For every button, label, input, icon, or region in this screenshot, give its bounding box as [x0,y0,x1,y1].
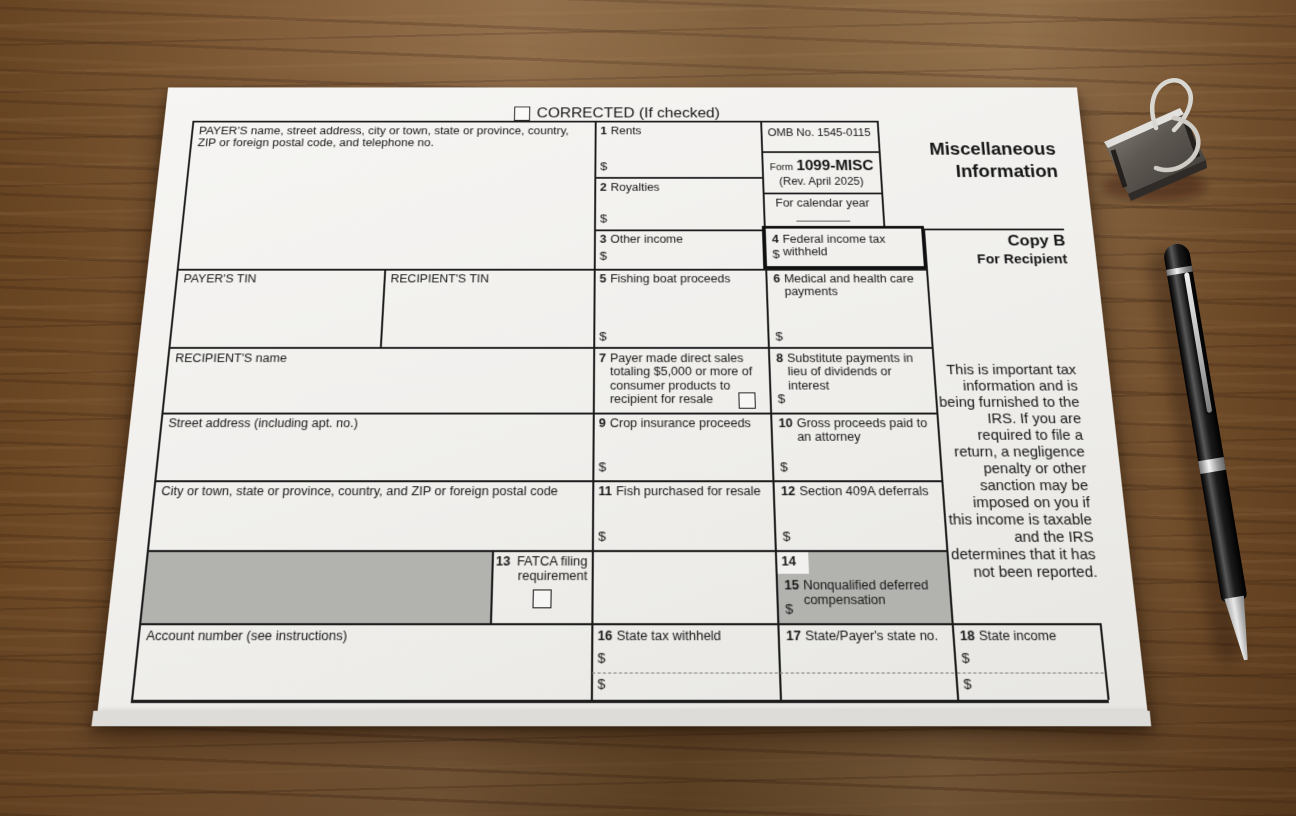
pen-tip [1221,595,1257,662]
calendar-year-blank[interactable] [796,221,850,222]
form-title-line2: Information [955,162,1059,182]
street-address-cell[interactable]: Street address (including apt. no.) [167,416,359,431]
box3-amount-field[interactable]: $ [599,249,608,263]
box10-amount-field[interactable]: $ [779,459,789,475]
box7-label: Payer made direct sales totaling $5,000 or more of consumer products to recipient for resale [609,351,753,406]
divider-tin [380,269,386,347]
form-title-line1: Miscellaneous [928,140,1057,159]
divider-col1-col2 [591,121,596,700]
recipient-name-cell[interactable]: RECIPIENT'S name [174,351,288,365]
table-top-border [192,121,876,123]
box5-number: 5 [599,272,607,286]
box4-number: 4 [771,233,779,246]
box18-number: 18 [959,628,976,644]
box13-fatca-checkbox[interactable] [532,589,551,608]
box6-amount-field[interactable]: $ [775,329,784,344]
box3-label: Other income [610,233,684,246]
form-title [818,139,1059,183]
box10-number: 10 [778,416,793,431]
form-number: 1099-MISC [796,158,874,174]
box1-label: Rents [610,124,642,137]
box7-number: 7 [599,351,607,365]
box2-number: 2 [600,181,607,194]
box15-amount-field[interactable]: $ [784,600,794,617]
payer-tin-cell[interactable]: PAYER'S TIN [182,272,257,286]
box8-amount-field[interactable]: $ [777,391,786,406]
box4-amount-field[interactable]: $ [772,247,781,261]
box16-dashed-divider [592,672,778,673]
box12-number: 12 [780,484,796,499]
box8-number: 8 [775,351,784,365]
box3-number: 3 [599,233,607,246]
calendar-year-label: For calendar year [775,196,870,210]
row-divider-1 [177,269,927,270]
box2-label: Royalties [610,181,660,194]
payer-info-cell[interactable]: PAYER’S name, street address, city or town, state or province, country, ZIP or foreign postal code, and telephone no. [197,124,569,149]
box16-amount-field-2[interactable]: $ [597,675,606,693]
omb-number: OMB No. 1545-0115 [767,126,871,139]
box11-amount-field[interactable]: $ [598,528,606,544]
box1-amount-field[interactable]: $ [600,159,608,173]
divider-box1-box2 [594,177,762,178]
box6-label: Medical and health care payments [783,272,915,299]
city-cell[interactable]: City or town, state or province, country, and ZIP or foreign postal code [160,484,559,499]
box11-number: 11 [598,484,612,499]
box18-dashed-divider [957,672,1103,673]
box9-amount-field[interactable]: $ [598,459,607,475]
box7-checkbox[interactable] [738,392,756,408]
row-divider-6 [139,623,1101,625]
binder-clip [1082,64,1232,224]
box16-number: 16 [597,628,613,644]
box15-label: Nonqualified deferred compensation [802,577,929,608]
recipient-notice: This is important tax information and is being furnished to the IRS. If you are required to file a return, a negligence penalty or other sanction may be imposed on you if this income is taxable and the IRS determines that it has not been reported. [938,362,1099,582]
box8-label: Substitute payments in lieu of dividends or interest [786,351,914,392]
box16-label: State tax withheld [616,628,722,644]
box13-number: 13 [495,554,511,569]
box18-right-border [1099,623,1109,700]
row-divider-2 [168,347,932,348]
corrected-label: CORRECTED (If checked) [536,105,721,121]
box18-amount-field-2[interactable]: $ [962,675,973,693]
box11-label: Fish purchased for resale [616,484,761,499]
box14-label-chip [777,552,809,574]
box9-label: Crop insurance proceeds [609,416,752,431]
box4-label: Federal income tax withheld [782,233,886,259]
form-1099-misc-paper [97,87,1149,718]
corrected-checkbox[interactable] [514,107,530,121]
box16-amount-field-1[interactable]: $ [597,649,606,666]
divider-box2-box3 [594,229,764,230]
copy-b-overline [923,229,1064,230]
box12-amount-field[interactable]: $ [782,528,791,544]
box10-label: Gross proceeds paid to an attorney [796,416,928,444]
shaded-area-left [141,552,492,623]
box1-number: 1 [600,124,607,137]
box18-label: State income [978,628,1057,644]
row-divider-3 [161,413,937,415]
box17-number: 17 [785,628,802,644]
box12-label: Section 409A deferrals [799,484,929,499]
box6-number: 6 [773,272,781,286]
box17-dashed-divider [780,672,954,673]
box14-number: 14 [781,554,797,569]
table-bottom-border [131,700,1109,703]
pen-body [1162,242,1247,603]
box13-label: FATCA filing requirement [516,554,588,584]
omb-divider-2 [763,193,882,194]
account-number-cell[interactable]: Account number (see instructions) [145,628,348,644]
recipient-tin-cell[interactable]: RECIPIENT'S TIN [390,272,490,286]
box5-label: Fishing boat proceeds [610,272,731,286]
box9-number: 9 [598,416,606,431]
row-divider-4 [154,480,942,482]
box18-amount-field-1[interactable]: $ [960,649,971,666]
form-word: Form [769,162,794,173]
revision-date: (Rev. April 2025) [778,175,864,188]
box17-label: State/Payer's state no. [804,628,939,644]
copy-label: Copy B [1006,232,1067,250]
box2-amount-field[interactable]: $ [599,211,608,226]
pen [1162,242,1258,664]
copy-recipient-label: For Recipient [976,252,1069,268]
box5-amount-field[interactable]: $ [599,329,607,344]
box15-number: 15 [784,577,800,593]
